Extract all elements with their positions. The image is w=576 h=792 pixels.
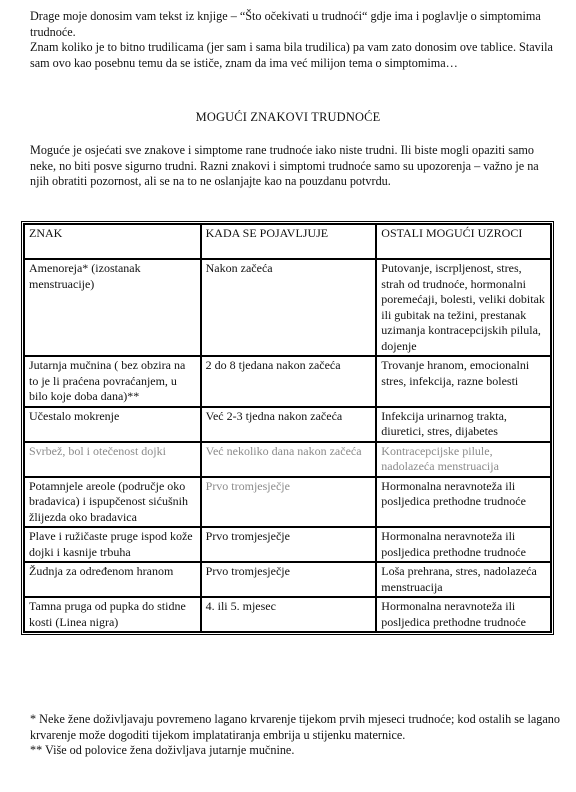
intro-line-1: Drage moje donosim vam tekst iz knjige – “Što očekivati u trudnoći“ gdje ima i poglavlje o simptomima trudnoće. — [30, 9, 541, 39]
symptoms-table — [23, 223, 552, 633]
table-row — [24, 597, 551, 632]
header-kada: KADA SE POJAVLJUJE — [201, 224, 377, 259]
cell-causes: Hormonalna neravnoteža ili posljedica prethodne trudnoće — [376, 597, 551, 632]
cell-when: Već 2-3 tjedna nakon začeća — [201, 407, 377, 442]
cell-sign: Žudnja za određenom hranom — [24, 562, 201, 597]
footnote-2: ** Više od polovice žena doživljava jutarnje mučnine. — [30, 743, 295, 758]
cell-when: Nakon začeća — [201, 259, 377, 356]
intro-line-2: Znam koliko je to bitno trudilicama (jer sam i sama bila trudilica) pa vam zato donosim ove tablice. Stavila sam ovo kao posebnu temu da se ističe, znam da ima već milijon tema o simptomima… — [30, 40, 553, 70]
cell-causes: Kontracepcijske pilule, nadolazeća menstruacija — [376, 442, 551, 477]
cell-when: Prvo tromjesječje — [201, 527, 377, 562]
body-paragraph-text: Moguće je osjećati sve znakove i simptome rane trudnoće iako niste trudni. Ili biste mogli opaziti samo neke, no biti posve sigurno trudni. Razni znakovi i simptomi trudnoće samo su upozorenja – važno je na njih obratiti pozornost, ali se na to ne oslanjajte kao na pouzdanu potvrdu. — [30, 143, 539, 189]
header-znak: ZNAK — [24, 224, 201, 259]
cell-when: 2 do 8 tjedana nakon začeća — [201, 356, 377, 407]
cell-sign: Potamnjele areole (područje oko bradavica) i ispupčenost sićušnih žlijezda oko bradavica — [24, 477, 201, 528]
footnotes — [30, 712, 560, 759]
table-row — [24, 527, 551, 562]
cell-causes: Putovanje, iscrpljenost, stres, strah od trudnoće, hormonalni poremećaji, bolesti, veliki dobitak ili gubitak na težini, prestanak uzimanja kontracepcijskih pilula, dojenje — [376, 259, 551, 356]
cell-sign: Jutarnja mučnina ( bez obzira na to je li praćena povraćanjem, u bilo koje doba dana)** — [24, 356, 201, 407]
cell-when: 4. ili 5. mjesec — [201, 597, 377, 632]
cell-sign: Svrbež, bol i otečenost dojki — [24, 442, 201, 477]
table-row — [24, 477, 551, 528]
section-heading: MOGUĆI ZNAKOVI TRUDNOĆE — [195, 110, 381, 124]
cell-causes: Trovanje hranom, emocionalni stres, infekcija, razne bolesti — [376, 356, 551, 407]
cell-sign: Amenoreja* (izostanak menstruacije) — [24, 259, 201, 356]
table-row — [24, 407, 551, 442]
cell-causes: Loša prehrana, stres, nadolazeća menstruacija — [376, 562, 551, 597]
table-row — [24, 562, 551, 597]
cell-sign: Plave i ružičaste pruge ispod kože dojki i kasnije trbuha — [24, 527, 201, 562]
intro-text — [30, 9, 560, 71]
table-row — [24, 356, 551, 407]
header-uzroci: OSTALI MOGUĆI UZROCI — [376, 224, 551, 259]
cell-when: Prvo tromjesječje — [201, 562, 377, 597]
cell-when: Već nekoliko dana nakon začeća — [201, 442, 377, 477]
table-row — [24, 442, 551, 477]
body-paragraph — [30, 143, 560, 190]
cell-when: Prvo tromjesječje — [201, 477, 377, 528]
cell-causes: Hormonalna neravnoteža ili posljedica prethodne trudnoće — [376, 527, 551, 562]
footnote-1: * Neke žene doživljavaju povremeno lagano krvarenje tijekom prvih mjeseci trudnoće; kod ostalih se lagano krvarenje može dogoditi tijekom implatatiranja embrija u stijenku maternice. — [30, 712, 560, 742]
cell-causes: Infekcija urinarnog trakta, diuretici, stres, dijabetes — [376, 407, 551, 442]
table-row — [24, 259, 551, 356]
cell-sign: Učestalo mokrenje — [24, 407, 201, 442]
cell-causes: Hormonalna neravnoteža ili posljedica prethodne trudnoće — [376, 477, 551, 528]
table-header-row — [24, 224, 551, 259]
cell-sign: Tamna pruga od pupka do stidne kosti (Linea nigra) — [24, 597, 201, 632]
